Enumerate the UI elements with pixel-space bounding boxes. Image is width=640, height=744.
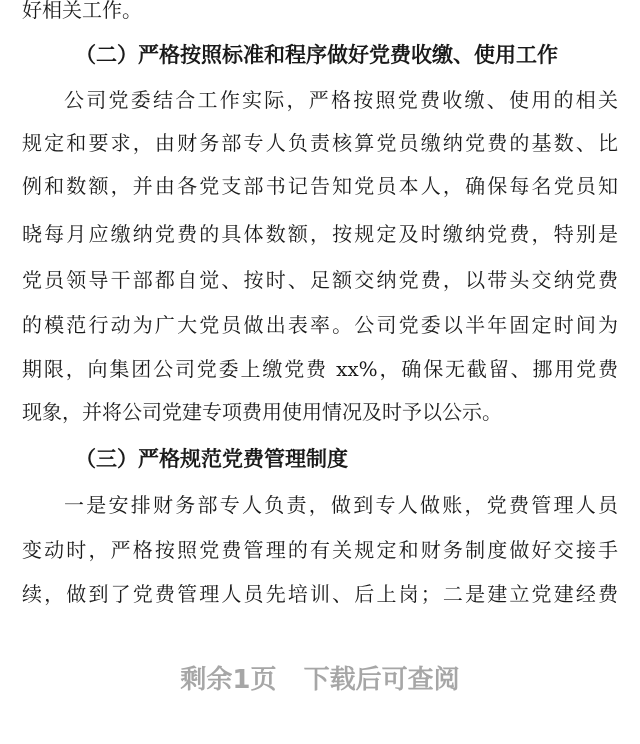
paragraph-line: 期限，向集团公司党委上缴党费 xx%，确保无截留、挪用党费 bbox=[22, 357, 618, 381]
paragraph-line: 党员领导干部都自觉、按时、足额交纳党费，以带头交纳党费 bbox=[22, 268, 618, 292]
section-heading-3: （三）严格规范党费管理制度 bbox=[75, 447, 348, 471]
paragraph-line: 续，做到了党费管理人员先培训、后上岗；二是建立党建经费 bbox=[22, 582, 618, 606]
remaining-pages-notice[interactable]: 剩余1页 下载后可查阅 bbox=[180, 665, 460, 695]
paragraph-line: 的模范行动为广大党员做出表率。公司党委以半年固定时间为 bbox=[22, 313, 618, 337]
paragraph-line: 变动时，严格按照党费管理的有关规定和财务制度做好交接手 bbox=[22, 538, 618, 562]
paragraph-line: 好相关工作。 bbox=[22, 0, 142, 22]
paragraph-line: 一是安排财务部专人负责，做到专人做账，党费管理人员 bbox=[64, 493, 618, 517]
paragraph-line: 晓每月应缴纳党费的具体数额，按规定及时缴纳党费，特别是 bbox=[22, 222, 618, 246]
paragraph-line: 现象，并将公司党建专项费用使用情况及时予以公示。 bbox=[22, 400, 502, 424]
paragraph-line: 规定和要求，由财务部专人负责核算党员缴纳党费的基数、比 bbox=[22, 131, 618, 155]
paragraph-line: 例和数额，并由各党支部书记告知党员本人，确保每名党员知 bbox=[22, 174, 618, 198]
section-heading-2: （二）严格按照标准和程序做好党费收缴、使用工作 bbox=[75, 43, 558, 67]
paragraph-line: 公司党委结合工作实际，严格按照党费收缴、使用的相关 bbox=[64, 88, 618, 112]
